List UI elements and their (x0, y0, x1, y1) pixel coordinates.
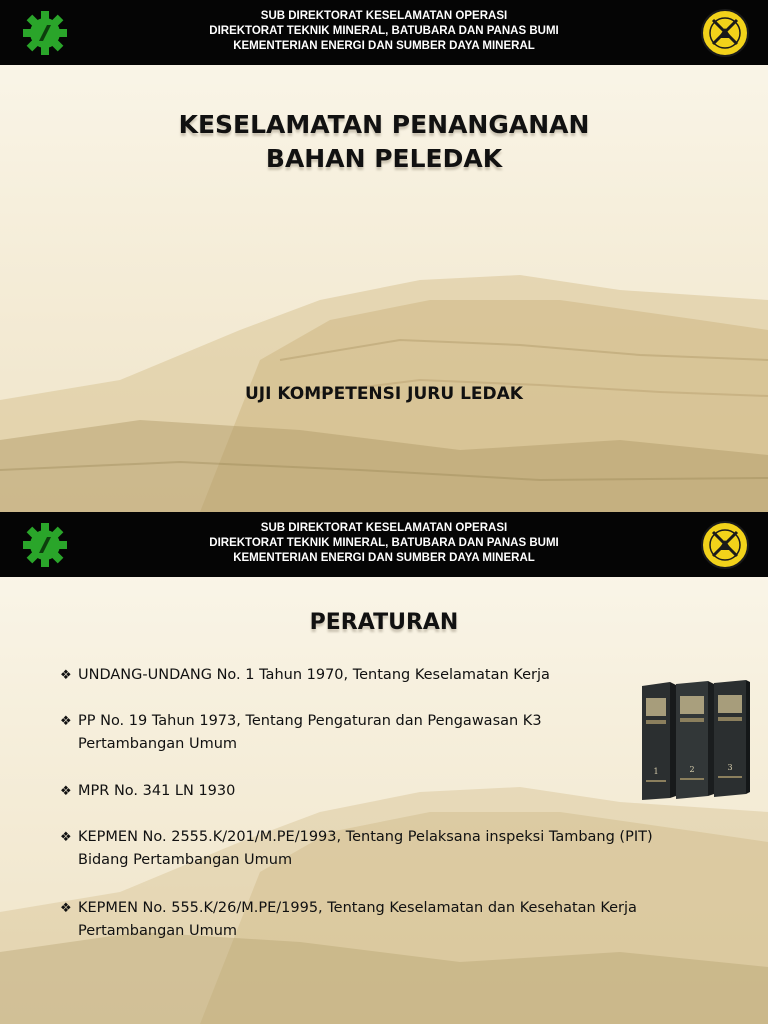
list-item-line-1: KEPMEN No. 2555.K/201/M.PE/1993, Tentang Pelaksana inspeksi Tambang (PIT) (78, 829, 653, 845)
list-item-line-1: KEPMEN No. 555.K/26/M.PE/1995, Tentang Keselamatan dan Kesehatan Kerja (78, 900, 637, 916)
header-bar (0, 512, 768, 577)
diamond-bullet-icon: ❖ (60, 901, 72, 916)
list-item-line-1: UNDANG-UNDANG No. 1 Tahun 1970, Tentang Keselamatan Kerja (78, 667, 550, 683)
header-bar (0, 0, 768, 65)
header-line-2: DIREKTORAT TEKNIK MINERAL, BATUBARA DAN PANAS BUMI (209, 537, 559, 549)
law-books-icon (638, 676, 752, 802)
book-number-3: 3 (727, 763, 733, 772)
header-line-1: SUB DIREKTORAT KESELAMATAN OPERASI (260, 522, 508, 534)
title-line-1: KESELAMATAN PENANGANAN (178, 110, 590, 139)
header-text (150, 9, 618, 54)
list-item (60, 897, 750, 943)
title-line-2: BAHAN PELEDAK (265, 144, 503, 173)
diamond-bullet-icon: ❖ (60, 714, 72, 729)
header-line-1: SUB DIREKTORAT KESELAMATAN OPERASI (260, 10, 508, 22)
ministry-emblem-icon (700, 8, 750, 58)
gear-logo-icon (20, 520, 70, 570)
diamond-bullet-icon: ❖ (60, 830, 72, 845)
list-item-line-2: Pertambangan Umum (78, 736, 238, 752)
header-line-2: DIREKTORAT TEKNIK MINERAL, BATUBARA DAN PANAS BUMI (209, 25, 559, 37)
slide-2-title: PERATURAN (309, 610, 459, 635)
slide-1-subtitle: UJI KOMPETENSI JURU LEDAK (245, 384, 523, 404)
header-line-3: KEMENTERIAN ENERGI DAN SUMBER DAYA MINERAL (233, 552, 535, 564)
book-number-2: 2 (689, 765, 695, 774)
list-item-line-2: Pertambangan Umum (78, 923, 238, 939)
book-number-1: 1 (653, 767, 659, 776)
list-item (60, 826, 750, 872)
list-item-line-2: Bidang Pertambangan Umum (78, 852, 293, 868)
list-item-line-1: PP No. 19 Tahun 1973, Tentang Pengaturan dan Pengawasan K3 (78, 713, 542, 729)
slide-1-title (0, 108, 768, 176)
ministry-emblem-icon (700, 520, 750, 570)
diamond-bullet-icon: ❖ (60, 668, 72, 683)
header-text (150, 521, 618, 566)
list-item-line-1: MPR No. 341 LN 1930 (78, 783, 236, 799)
header-line-3: KEMENTERIAN ENERGI DAN SUMBER DAYA MINERAL (233, 40, 535, 52)
slide-2 (0, 512, 768, 1024)
diamond-bullet-icon: ❖ (60, 784, 72, 799)
gear-logo-icon (20, 8, 70, 58)
